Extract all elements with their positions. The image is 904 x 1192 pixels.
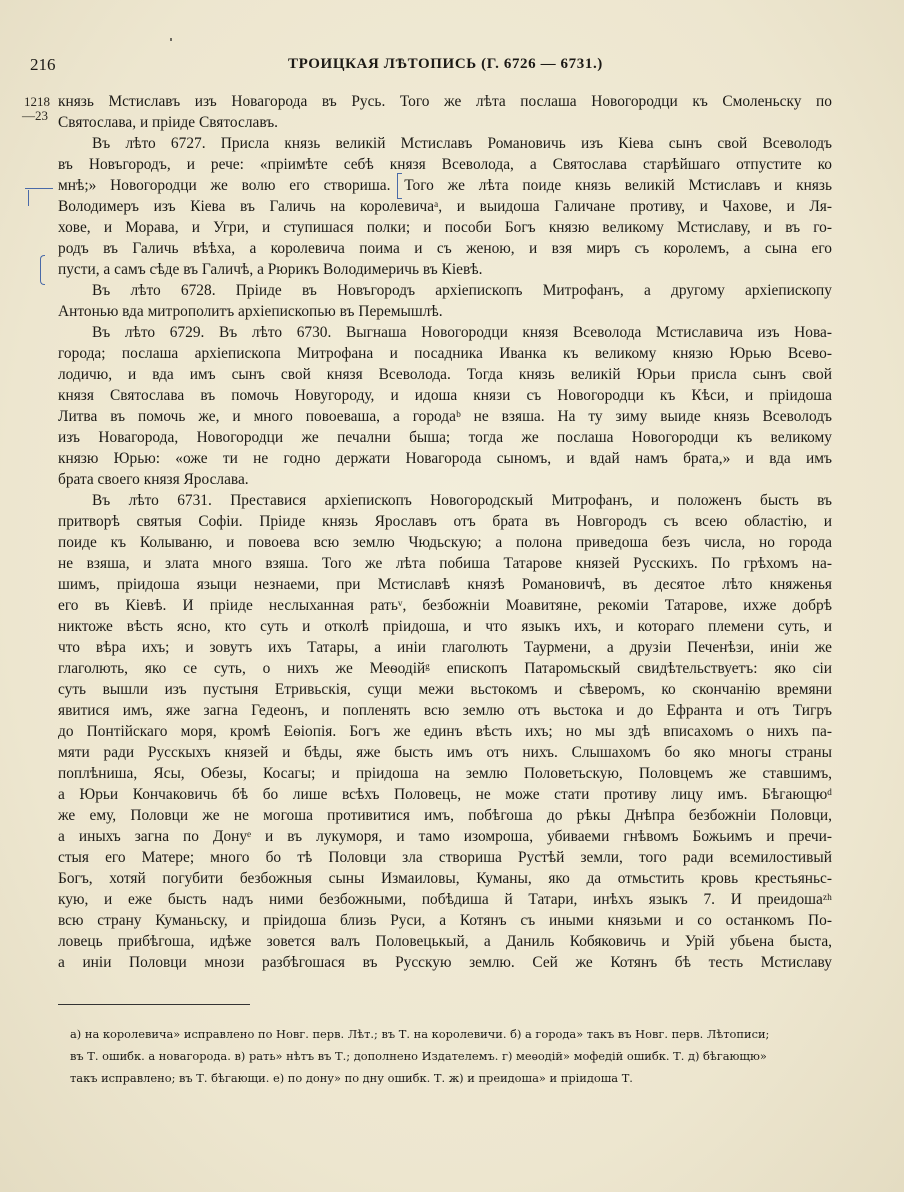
text-line: явитися имъ, яже загна Гедеонъ, и попленять всю землю отъ вьстока и до Ефранта и отъ Тигръ xyxy=(58,702,832,719)
ink-speck xyxy=(170,38,172,41)
text-line: Въ лѣто 6729. Въ лѣто 6730. Выгнаша Новогородци князя Всеволода Мстиславича изъ Нова- xyxy=(92,324,832,341)
text-line: Въ лѣто 6728. Пріиде въ Новъгородъ архіепископъ Митрофанъ, а другому архіепископу xyxy=(92,282,832,299)
text-line: родъ въ Галичь вѣѣха, а королевича поима и съ женою, и взя миръ съ королемъ, а сына его xyxy=(58,240,832,257)
text-line: брата своего князя Ярослава. xyxy=(58,471,249,488)
text-line: мнѣ;» Новогородци же волю его створиша. Того же лѣта поиде князь великій Мстиславъ и князь xyxy=(58,177,832,194)
text-line: его въ Кіевѣ. И пріиде неслыханная ратьᵛ, безбожніи Моавитяне, рекоміи Татарове, ихже добрѣ xyxy=(58,597,832,614)
text-line: города; послаша архіепископа Митрофана и посадника Иванка къ великому князю Юрью Всево- xyxy=(58,345,832,362)
text-line: Антонью вда митрополитъ архіепископью въ Перемышлѣ. xyxy=(58,303,443,320)
text-line: Въ лѣто 6731. Преставися архіепископъ Новогородскый Митрофанъ, и положенъ бысть въ xyxy=(92,492,832,509)
text-line: ловець прибѣгоша, идѣже зовется валъ Половецькый, а Даниль Кобяковичь и Урій убьена быста, xyxy=(58,933,832,950)
text-line: Литва въ помочь же, и много повоеваша, а городаᵇ не взяша. На ту зиму выиде князь Всеволодъ xyxy=(58,408,832,425)
text-line: Святослава, и пріиде Святославъ. xyxy=(58,114,279,131)
text-line: хове, и Морава, и Угри, и ступишася полки; и пособи Богъ князю великому Мстиславу, и въ го- xyxy=(58,219,832,236)
footnote-line: такъ исправлено; въ Т. бѣгающи. е) по дону» по дну ошибк. Т. ж) и преидоша» и пріидоша Т. xyxy=(70,1071,633,1085)
text-line: пусти, а самъ сѣде въ Галичѣ, а Рюрикъ Володимеричь въ Кіевѣ. xyxy=(58,261,483,278)
text-line: притворѣ святыя Софіи. Пріиде князь Ярославъ отъ брата въ Новгородъ съ всею областію, и xyxy=(58,513,832,530)
text-line: шимъ, пріидоша языци незнаеми, при Мстиславѣ князѣ Романовичѣ, въ десятое лѣто княженья xyxy=(58,576,832,593)
text-line: что вѣра ихъ; и зовутъ ихъ Татары, а иніи глаголють Таурмени, а друзіи Печенѣзи, иніи же xyxy=(58,639,832,656)
text-line: а иніи Половци мнози разбѣгошася въ Русскую землю. Сей же Котянъ бѣ тесть Мстиславу xyxy=(58,954,832,971)
text-line: стыя его Матере; много бо тѣ Половци зла створиша Рустѣй земли, того ради всемилостивый xyxy=(58,849,832,866)
paren-mark xyxy=(40,255,45,285)
text-line: князя Святослава въ помочь Новугороду, и идоша князи съ Новогородци къ Кѣси, и пріидоша xyxy=(58,387,832,404)
text-line: князь Мстиславъ изъ Новагорода въ Русь. Того же лѣта послаша Новогородци къ Смоленьску по xyxy=(58,93,832,110)
text-line: Володимеръ изъ Кіева въ Галичь на королевичаᵃ, и выидоша Галичане противу, и Чахове, и Ля- xyxy=(58,198,832,215)
text-line: суть вышли изъ пустыня Етривьскія, сущи межи вьстокомъ и сѣверомъ, ко скончанію времяни xyxy=(58,681,832,698)
text-line: въ Новъгородъ, и рече: «пріимѣте себѣ князя Всеволода, а Святослава старѣйшаго отпустите ко xyxy=(58,156,832,173)
page-number: 216 xyxy=(30,55,56,74)
footnote-divider xyxy=(58,1004,250,1005)
running-title: ТРОИЦКАЯ ЛѢТОПИСЬ (Г. 6726 — 6731.) xyxy=(288,56,603,72)
text-line: кую, и еже бысть надъ ними безбожными, побѣдиша й Татари, инѣхъ языкъ 7. И преидошаᶻʰ xyxy=(58,891,832,908)
text-line: а Юрьи Кончаковичь бѣ бо лише всѣхъ Половець, не може стати противу лицу имъ. Бѣгающюᵈ xyxy=(58,786,832,803)
margin-year-from: 1218 xyxy=(24,94,50,109)
text-line: лодичю, и вда имъ сынъ свой князя Всеволода. Тогда князь великій Юрьи присла сынъ свой xyxy=(58,366,832,383)
text-line: а иныхъ загна по Донуᵉ и въ лукуморя, и тамо изомроша, убиваеми гнѣвомъ Божьимъ и пречи- xyxy=(58,828,832,845)
footnote-line: а) на королевича» исправлено по Новг. перв. Лѣт.; въ Т. на королевичи. б) а города» такъ въ Новг. перв. Лѣтописи; xyxy=(70,1027,770,1041)
text-line: не взяша, и злата много взяша. Того же лѣта побиша Татарове князей Русскихъ. По грѣхомъ на- xyxy=(58,555,832,572)
text-line: до Понтійскаго моря, кромѣ Еѳіопія. Богъ же единъ вѣсть ихъ; но мы здѣ вписахомъ о нихъ па- xyxy=(58,723,832,740)
text-line: глаголють, яко се суть, о нихъ же Меѳодійᵍ епископъ Патаромьскый свидѣтельствуетъ: яко сіи xyxy=(58,660,832,677)
text-line: же ему, Половци же не могоша противитися имъ, побѣгоша до рѣкы Днѣпра безбожніи Половци, xyxy=(58,807,832,824)
text-line: поплѣниша, Ясы, Обезы, Косагы; и пріидоша на землю Половетьскую, Половцемъ же ставшимъ, xyxy=(58,765,832,782)
footnote-line: въ Т. ошибк. а новагорода. в) рать» нѣтъ въ Т.; дополнено Издателемъ. г) меѳодій» мофедій ошибк. Т. д) бѣгающю» xyxy=(70,1049,767,1063)
text-line: поиде къ Колываню, и повоева всю землю Чюдьскую; а полона приведоша безъ числа, но города xyxy=(58,534,832,551)
text-line: изъ Новагорода, Новогородци же печални быша; тогда же послаша Новогородци къ великому xyxy=(58,429,832,446)
text-line: мяти ради Русскыхъ князей и бѣды, яже бысть имъ отъ нихъ. Слышахомъ бо яко многы страны xyxy=(58,744,832,761)
tick-mark xyxy=(28,190,29,206)
text-line: князю Юрью: «оже ти не годно держати Новагорода сыномъ, и вдай намъ брата,» и вда имъ xyxy=(58,450,832,467)
page-header xyxy=(0,55,904,79)
text-line: Богъ, хотяй погубити безбожныя сыны Измаиловы, Куманы, яко да отмьстить кровь крестьяньс- xyxy=(58,870,832,887)
text-line: всю страну Куманьску, и пріидоша близь Руси, а Котянъ съ иными князьми и со останкомъ По- xyxy=(58,912,832,929)
text-line: никтоже вѣсть ясно, кто суть и отколѣ пріидоша, и что языкъ ихъ, и котораго племени суть, и xyxy=(58,618,832,635)
underline-mark xyxy=(25,188,53,189)
margin-year-to: —23 xyxy=(22,108,48,123)
text-line: Въ лѣто 6727. Присла князь великій Мстиславъ Романовичь изъ Кіева сынъ свой Всеволодъ xyxy=(92,135,832,152)
